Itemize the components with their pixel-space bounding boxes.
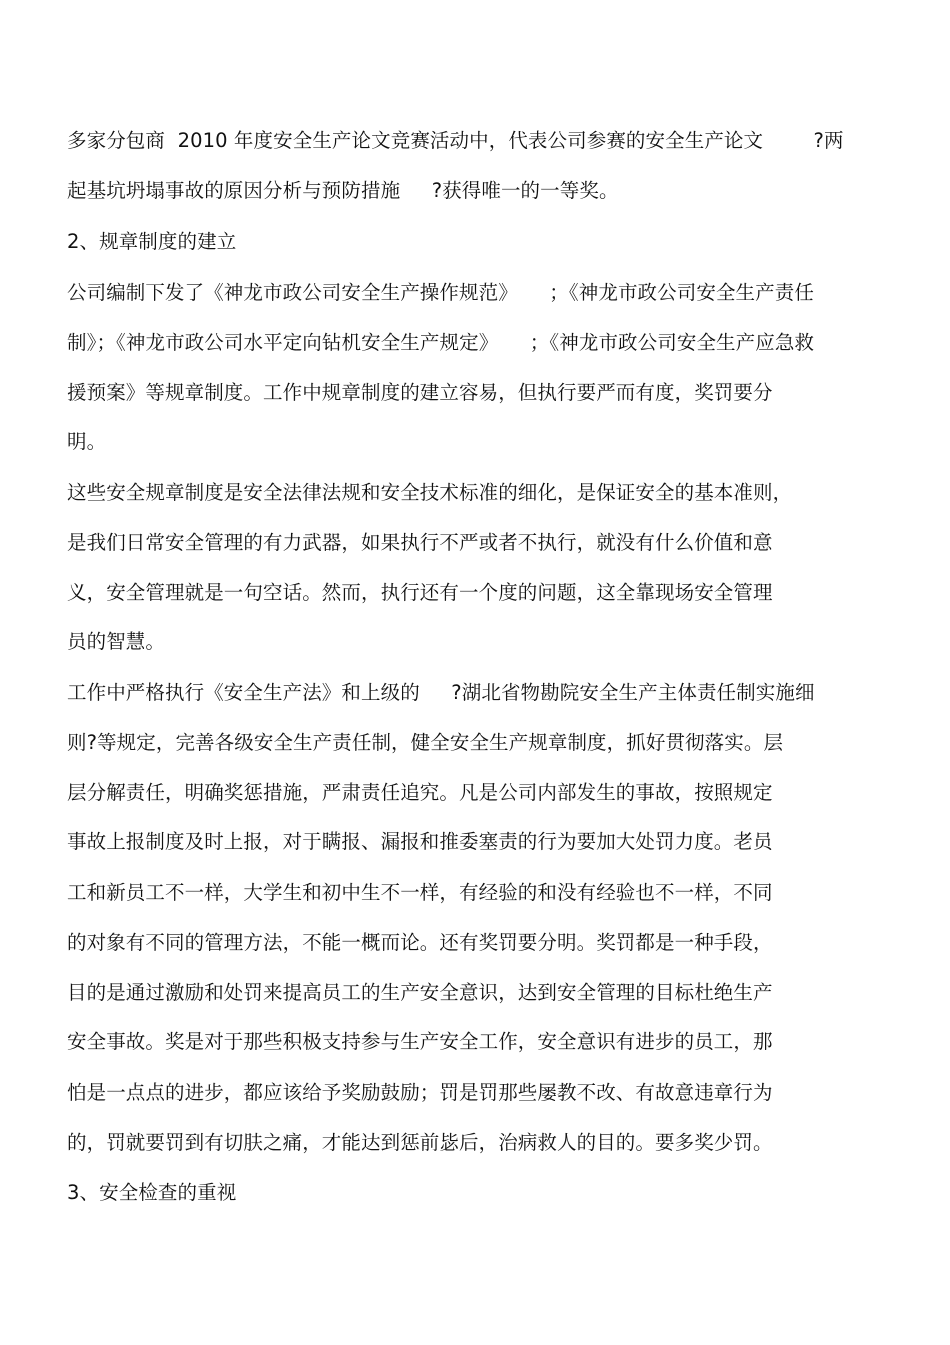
text-line: 目的是通过激励和处罚来提高员工的生产安全意识，达到安全管理的目标杜绝生产 — [67, 981, 773, 1004]
section-heading: 2、规章制度的建立 — [67, 230, 237, 253]
text-line: 起基坑坍塌事故的原因分析与预防措施 ?获得唯一的一等奖。 — [67, 179, 619, 202]
text-line: 工作中严格执行《安全生产法》和上级的 ?湖北省物勘院安全生产主体责任制实施细 — [67, 681, 815, 704]
section-heading: 3、安全检查的重视 — [67, 1181, 237, 1204]
text-line: 层分解责任，明确奖惩措施，严肃责任追究。凡是公司内部发生的事故，按照规定 — [67, 781, 773, 804]
text-line: 是我们日常安全管理的有力武器，如果执行不严或者不执行，就没有什么价值和意 — [67, 531, 773, 554]
text-line: 援预案》等规章制度。工作中规章制度的建立容易，但执行要严而有度，奖罚要分 — [67, 381, 773, 404]
text-line: 员的智慧。 — [67, 630, 166, 653]
text-line: 安全事故。奖是对于那些积极支持参与生产安全工作，安全意识有进步的员工，那 — [67, 1030, 773, 1053]
text-line: 义，安全管理就是一句空话。然而，执行还有一个度的问题，这全靠现场安全管理 — [67, 581, 773, 604]
text-line: 明。 — [67, 430, 107, 453]
text-line: 公司编制下发了《神龙市政公司安全生产操作规范》 ；《神龙市政公司安全生产责任 — [67, 281, 814, 304]
text-line: 工和新员工不一样，大学生和初中生不一样，有经验的和没有经验也不一样，不同 — [67, 881, 773, 904]
text-line: 制》；《神龙市政公司水平定向钻机安全生产规定》 ；《神龙市政公司安全生产应急救 — [67, 331, 815, 354]
text-line: 这些安全规章制度是安全法律法规和安全技术标准的细化，是保证安全的基本准则， — [67, 481, 793, 504]
text-line: 则?等规定，完善各级安全生产责任制，健全安全生产规章制度，抓好贯彻落实。层 — [67, 731, 784, 754]
text-line: 的对象有不同的管理方法，不能一概而论。还有奖罚要分明。奖罚都是一种手段， — [67, 931, 773, 954]
text-line: 怕是一点点的进步，都应该给予奖励鼓励；罚是罚那些屡教不改、有故意违章行为 — [67, 1081, 773, 1104]
text-line: 的，罚就要罚到有切肤之痛，才能达到惩前毖后，治病救人的目的。要多奖少罚。 — [67, 1131, 773, 1154]
text-line: 事故上报制度及时上报，对于瞒报、漏报和推委塞责的行为要加大处罚力度。老员 — [67, 830, 773, 853]
text-line: 多家分包商 2010 年度安全生产论文竞赛活动中，代表公司参赛的安全生产论文 ?两 — [67, 129, 844, 152]
